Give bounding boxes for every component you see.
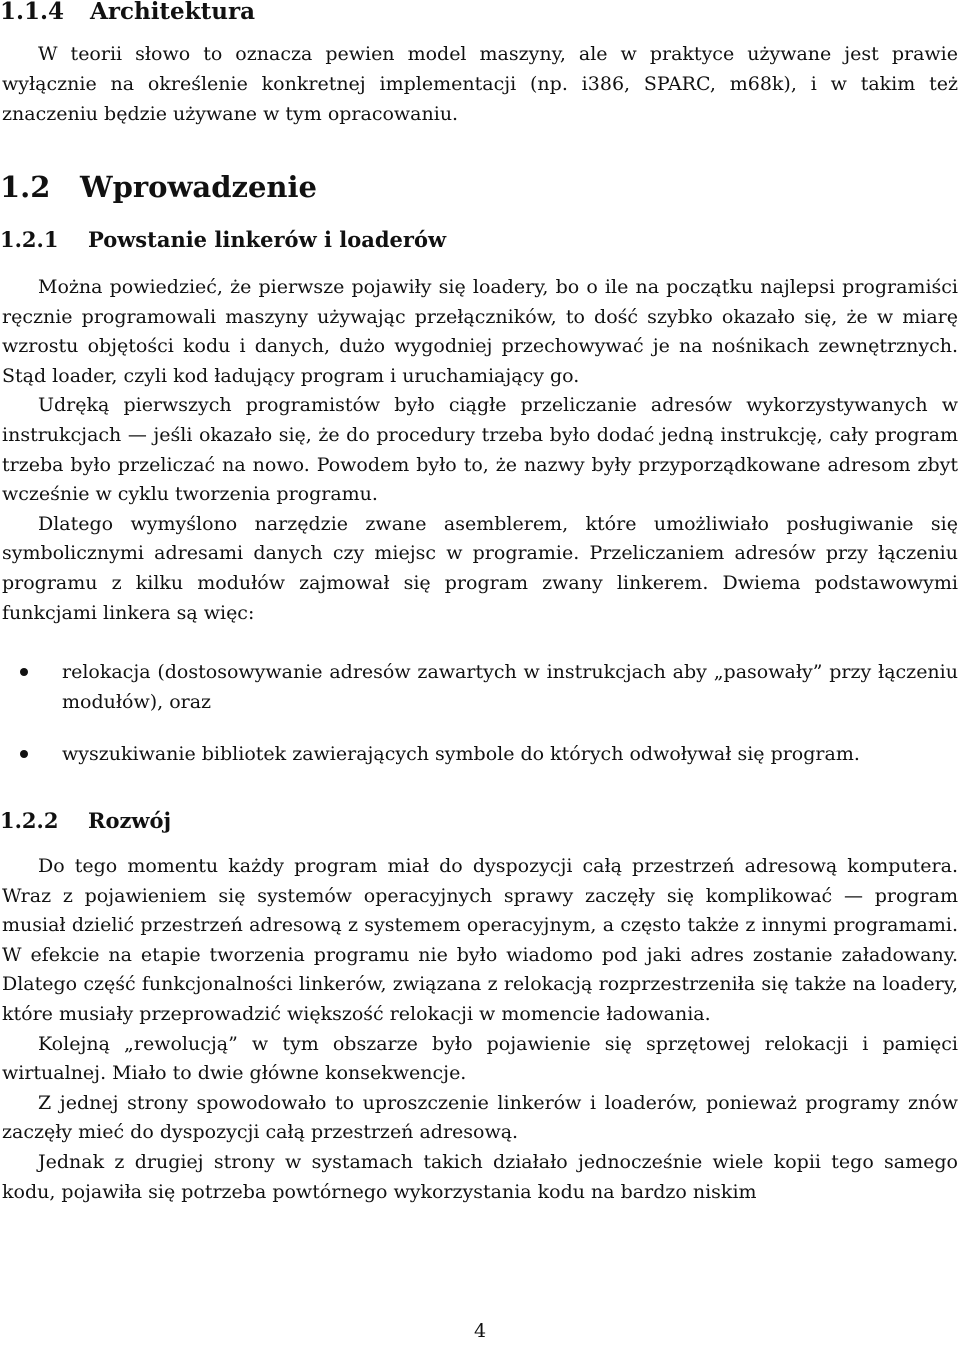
section-title: Architektura	[90, 0, 255, 25]
list-item-text: relokacja (dostosowywanie adresów zawartych w instrukcjach aby „pasowały” przy łączeniu modułów), oraz	[62, 661, 958, 713]
bullet-icon	[20, 668, 28, 676]
subsection-heading-powstanie	[0, 227, 446, 252]
paragraph: Dlatego wymyślono narzędzie zwane asemblerem, które umożliwiało posługiwanie się symbolicznymi adresami danych czy miejsc w programie. Przeliczaniem adresów przy łączeniu programu z kilku modułów zajmował się program zwany linkerem. Dwiema podstawowymi funkcjami linkera są więc:	[2, 512, 958, 624]
paragraph: Jednak z drugiej strony w systamach takich działało jednocześnie wiele kopii tego samego kodu, pojawiła się potrzeba powtórnego wykorzystania kodu na bardzo niskim	[2, 1150, 958, 1203]
subsection-body-rozwoj	[2, 852, 958, 1207]
paragraph: W teorii słowo to oznacza pewien model maszyny, ale w praktyce używane jest prawie wyłącznie na określenie konkretnej implementacji (np. i386, SPARC, m68k), i w takim też znaczeniu będzie używane w tym opracowaniu.	[2, 43, 958, 125]
paragraph: Do tego momentu każdy program miał do dyspozycji całą przestrzeń adresową komputera. Wraz z pojawieniem się systemów operacyjnych sprawy zaczęły się komplikować — program musiał dzielić przestrzeń adresową z systemem operacyjnym, a często także z innymi programami. W efekcie na etapie tworzenia programu nie było wiadomo pod jaki adres zostanie załadowany. Dlatego część funkcjonalności linkerów, związana z relokacją rozprzestrzeniła się także na loadery, które musiały przeprowadzić większość relokacji w momencie ładowania.	[2, 855, 958, 1025]
paragraph: Udręką pierwszych programistów było ciągłe przeliczanie adresów wykorzystywanych w instrukcjach — jeśli okazało się, że do procedury trzeba było dodać jedną instrukcję, cały program trzeba było przeliczać na nowo. Powodem było to, że nazwy były przyporządkowane adresom zbyt wcześnie w cyklu tworzenia programu.	[2, 394, 958, 506]
chapter-heading-wprowadzenie	[0, 170, 317, 204]
chapter-title: Wprowadzenie	[80, 170, 317, 204]
paragraph: Można powiedzieć, że pierwsze pojawiły się loadery, bo o ile na początku najlepsi programiści ręcznie programowali maszyny używając przełączników, to dość szybko okazało się, że w miarę wzrostu objętości kodu i danych, dużo wygodniej przechowywać je na nośnikach zewnętrznych. Stąd loader, czyli kod ładujący program i uruchamiający go.	[2, 276, 958, 387]
list-item	[2, 739, 958, 769]
bullet-icon	[20, 750, 28, 758]
chapter-number: 1.2	[0, 170, 51, 204]
page-number: 4	[473, 1320, 487, 1342]
subsection-body-powstanie	[2, 273, 958, 628]
paragraph: Kolejną „rewolucją” w tym obszarze było pojawienie się sprzętowej relokacji i pamięci wirtualnej. Miało to dwie główne konsekwencje.	[2, 1032, 958, 1085]
subsection-number: 1.2.2	[0, 808, 59, 833]
subsection-number: 1.2.1	[0, 227, 59, 252]
section-heading-architektura	[0, 0, 255, 25]
bullet-list	[2, 657, 958, 769]
section-body-architektura	[2, 39, 958, 129]
subsection-title: Rozwój	[88, 808, 172, 833]
list-item-text: wyszukiwanie bibliotek zawierających symbole do których odwoływał się program.	[62, 743, 860, 765]
section-number: 1.1.4	[0, 0, 65, 25]
paragraph: Z jednej strony spowodowało to uproszczenie linkerów i loaderów, ponieważ programy znów zaczęły mieć do dyspozycji całą przestrzeń adresową.	[2, 1091, 958, 1144]
subsection-heading-rozwoj	[0, 808, 171, 833]
list-item	[2, 657, 958, 717]
subsection-title: Powstanie linkerów i loaderów	[88, 227, 447, 252]
